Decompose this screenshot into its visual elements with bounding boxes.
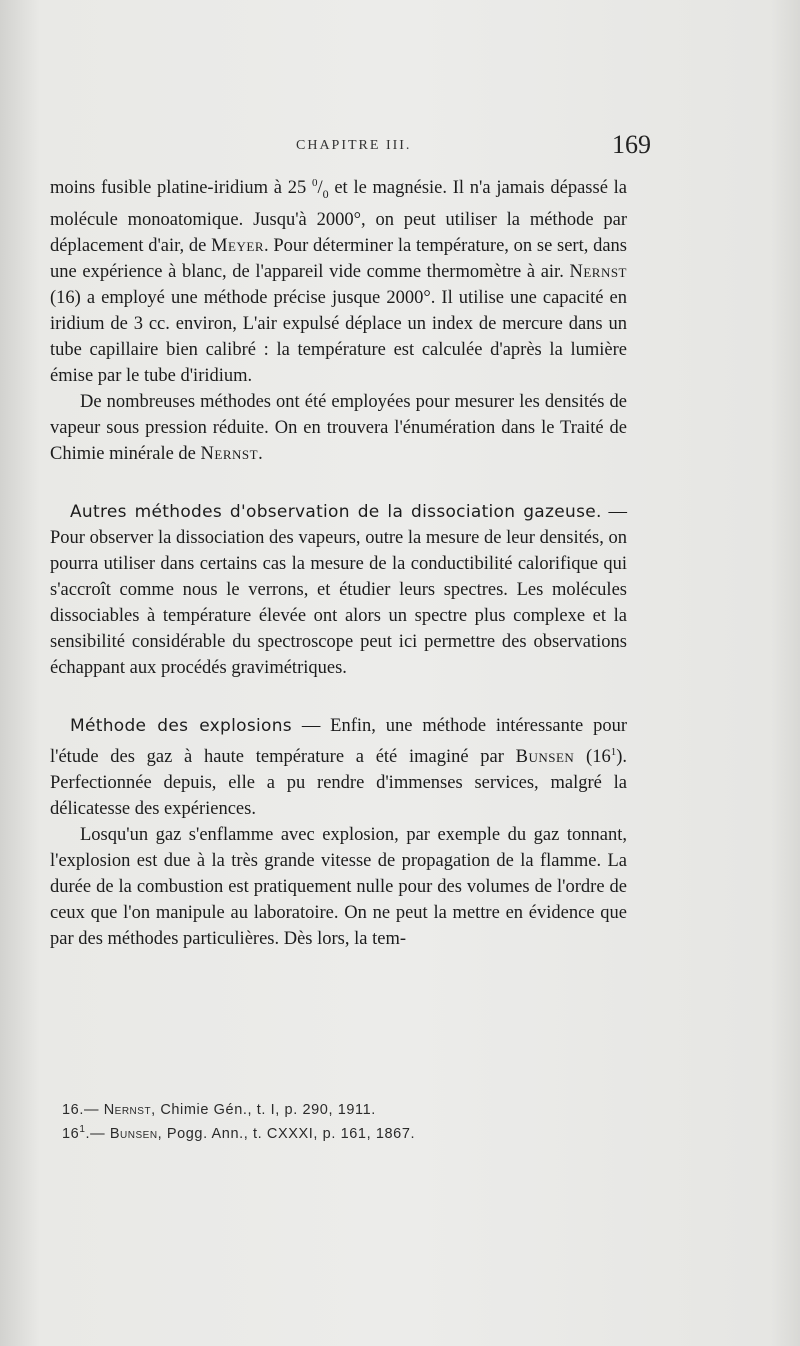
text-run: Losqu'un gaz s'enflamme avec explosion, par exemple du gaz tonnant, l'explosion est due à la très grande vitesse de propagation de la flamme. La durée de la combustion est pratiquement nulle pour des volumes de l'ordre de ceux que l'on manipule au laboratoire. On ne peut la mettre en évidence que par des méthodes particulières. Dès lors, la tem- [50, 825, 627, 949]
text-run: (16) a employé une méthode précise jusque 2000°. Il utilise une capacité en iridium de 3 cc. environ, L'air expulsé déplace un index de mercure dans un tube capillaire bien calibré : la température est calculée d'après la lumière émise par le tube d'iridium. [50, 287, 627, 386]
paragraph-5 [50, 822, 627, 952]
text-run: . [258, 443, 263, 464]
paragraph-3 [50, 499, 627, 681]
footnote-16-1 [62, 1120, 622, 1144]
paragraph-4 [50, 713, 627, 822]
footnote-number: 16 [62, 1125, 80, 1142]
footnote-text: , Chimie Gén., t. I, p. 290, 1911. [151, 1102, 376, 1118]
text-run: ). Perfectionnée depuis, elle a pu rendre d'immenses services, malgré la délicatesse des expériences. [50, 747, 627, 819]
footnote-sup: 1 [610, 745, 617, 758]
text-run: — Enfin, une méthode intéressante pour l'étude des gaz à haute température a été imaginé par [50, 715, 627, 767]
footnote-number: 16.— [62, 1102, 104, 1118]
text-run: (16 [574, 747, 611, 767]
footnote-dash: .— [85, 1125, 110, 1142]
text-run: moins fusible platine-iridium à 25 [50, 178, 312, 199]
percent-sub: 0 [322, 186, 329, 201]
author-meyer: Meyer [211, 235, 264, 256]
author-nernst: Nernst [200, 443, 259, 464]
footnote-author: Nernst [103, 1102, 152, 1118]
footnotes [62, 1100, 622, 1144]
running-title: CHAPITRE III. [296, 138, 412, 153]
body-text [50, 170, 627, 952]
section-heading: Autres méthodes d'observation de la dissociation gazeuse. [70, 501, 602, 522]
page-number: 169 [612, 130, 651, 159]
footnote-author: Bunsen [109, 1125, 158, 1142]
footnote-sup: 1 [79, 1124, 86, 1135]
text-run: et le magnésie. Il n'a jamais dépassé la molécule monoatomique. Jusqu'à 2000°, on peut utiliser la méthode par déplacement d'air, de [50, 178, 627, 256]
footnote-text: , Pogg. Ann., t. CXXXI, p. 161, 1867. [157, 1125, 416, 1142]
paragraph-1: moins fusible platine-iridium à 25 $^0/_0$ et le magnésie. Il n'a jamais dépassé la molécule monoatomique. Jusqu'à 2000°, on peut utiliser la méthode par déplacement d'air, de Meyer. Pour déterminer la température, on se sert, dans une expérience à blanc, de l'appareil vide comme thermomètre à air. Nernst (16) a employé une méthode précise jusque 2000°. Il utilise une capacité en iridium de 3 cc. environ, L'air expulsé déplace un index de mercure dans un tube capillaire bien calibré : la température est calculée d'après la lumière émise par le tube d'iridium. [50, 177, 627, 386]
section-heading: Méthode des explosions [70, 715, 292, 736]
text-run: . Pour déterminer la température, on se sert, dans une expérience à blanc, de l'appareil vide comme thermomètre à air. [50, 235, 627, 282]
author-bunsen: Bunsen [515, 747, 575, 767]
footnote-16 [62, 1100, 622, 1120]
text-run: — Pour observer la dissociation des vapeurs, outre la mesure de leur densités, on pourra utiliser dans certains cas la mesure de la conductibilité calorifique qui s'accroît comme nous le verrons, et étudier leurs spectres. Les molécules dissociables à température élevée ont alors un spectre plus complexe et la sensibilité considérable du spectroscope peut ici permettre des observations échappant aux procédés gravimétriques. [50, 501, 628, 678]
page-header [0, 128, 800, 168]
author-nernst: Nernst [569, 261, 627, 282]
paragraph-2 [50, 389, 627, 467]
text-run: De nombreuses méthodes ont été employées pour mesurer les densités de vapeur sous pression réduite. On en trouvera l'énumération dans le Traité de Chimie minérale de [50, 391, 627, 464]
